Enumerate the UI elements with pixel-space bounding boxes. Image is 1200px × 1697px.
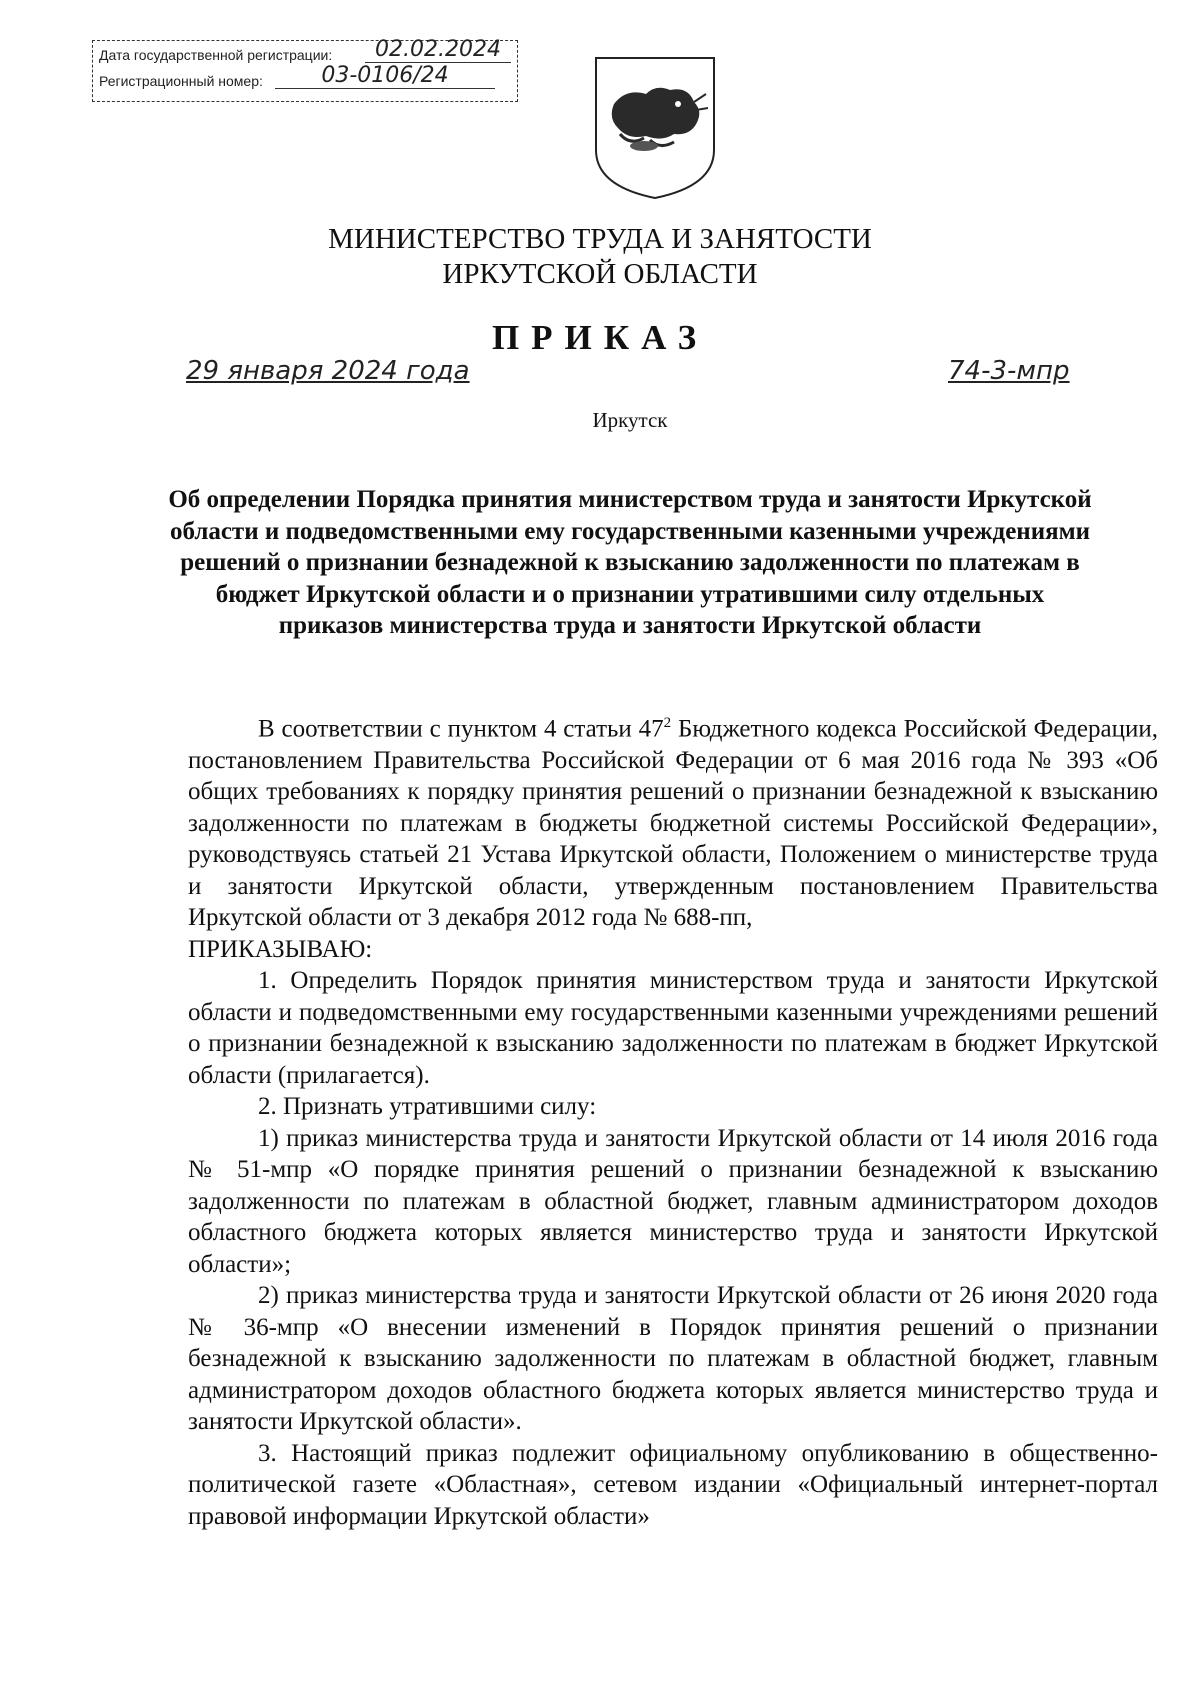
preamble-start: В соответствии с пунктом 4 статьи 47: [258, 715, 664, 743]
clause-2-1: 1) приказ министерства труда и занятости Иркутской области от 14 июля 2016 года № 51-мпр «О порядке принятия решений о признании безнадежной к взысканию задолженности по платежам в областной бюджет, главным администратором доходов областного бюджета которых является министерство труда и занятости Иркутской области»;: [188, 1124, 1158, 1278]
order-title: Об определении Порядка принятия министерством труда и занятости Иркутской области и подведомственными ему государственными казенными учреждениями решений о признании безнадежной к взысканию задолженности по платежам в бюджет Иркутской области и о признании утратившими силу отдельных приказов министерства труда и занятости Иркутской области: [168, 486, 1092, 639]
ministry-name-line1: МИНИСТЕРСТВО ТРУДА И ЗАНЯТОСТИ: [328, 223, 872, 255]
reg-number-value: 03-0106/24: [275, 63, 495, 89]
ministry-name-line2: ИРКУТСКОЙ ОБЛАСТИ: [442, 258, 758, 290]
registration-stamp: [92, 37, 518, 102]
order-date: 29 января 2024 года: [186, 356, 470, 386]
city: Иркутск: [592, 408, 668, 432]
coat-of-arms-icon: [590, 54, 720, 202]
reg-number-label: Регистрационный номер:: [99, 73, 263, 89]
clause-3: 3. Настоящий приказ подлежит официальному опубликованию в общественно-политической газете «Областная», сетевом издании «Официальный интернет-портал правовой информации Иркутской области»: [188, 1439, 1158, 1530]
article-superscript: 2: [663, 715, 672, 731]
reg-date-value: 02.02.2024: [365, 37, 511, 63]
document-type: ПРИКАЗ: [491, 318, 709, 357]
preamble-rest: Бюджетного кодекса Российской Федерации, постановлением Правительства Российской Федерации от 6 мая 2016 года № 393 «Об общих требованиях к порядку принятия решений о признании безнадежной к взысканию задолженности по платежам в бюджеты бюджетной системы Российской Федерации», руководствуясь статьей 21 Устава Иркутской области, Положением о министерстве труда и занятости Иркутской области, утвержденным постановлением Правительства Иркутской области от 3 декабря 2012 года № 688-пп,: [188, 715, 1158, 932]
order-body: [188, 708, 1158, 1532]
order-word: ПРИКАЗЫВАЮ:: [188, 935, 373, 963]
clause-1: 1. Определить Порядок принятия министерством труда и занятости Иркутской области и подведомственными ему государственными казенными учреждениями решений о признании безнадежной к взысканию задолженности по платежам в бюджет Иркутской области (прилагается).: [188, 967, 1158, 1089]
reg-date-label: Дата государственной регистрации:: [99, 47, 333, 63]
order-number: 74-3-мпр: [948, 356, 1070, 386]
preamble: [188, 708, 1158, 934]
clause-2: 2. Признать утратившими силу:: [258, 1093, 597, 1121]
clause-2-2: 2) приказ министерства труда и занятости Иркутской области от 26 июня 2020 года № 36-мпр «О внесении изменений в Порядок принятия решений о признании безнадежной к взысканию задолженности по платежам в областной бюджет, главным администратором доходов областного бюджета которых является министерство труда и занятости Иркутской области».: [188, 1282, 1158, 1436]
